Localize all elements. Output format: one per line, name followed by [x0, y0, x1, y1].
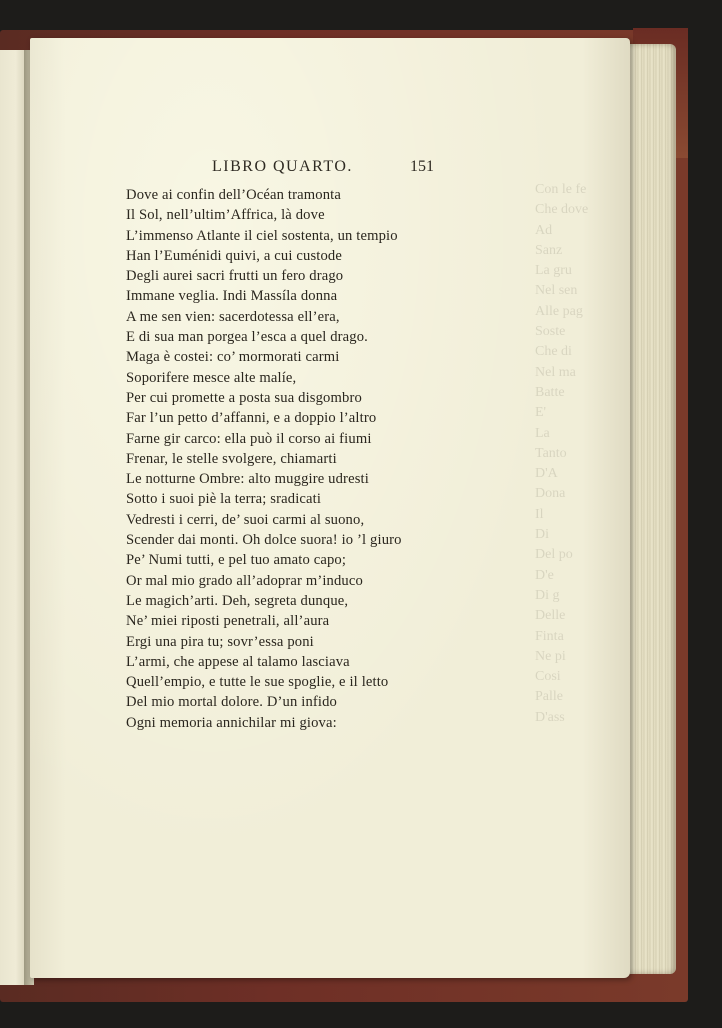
verse-line: Han l’Euménidi quivi, a cui custode — [126, 247, 342, 264]
left-page-edge — [0, 50, 26, 985]
verse-line: Farne gir carco: ella può il corso ai fiumi — [126, 430, 372, 447]
page-number: 151 — [410, 158, 434, 175]
verse-line: E di sua man porgea l’esca a quel drago. — [126, 329, 368, 346]
verse-line: L’armi, che appese al talamo lasciava — [126, 653, 350, 670]
verse-line: Soporifere mesce alte malíe, — [126, 369, 297, 386]
verse-line: Maga è costei: co’ mormorati carmi — [126, 349, 340, 366]
verse-line: Scender dai monti. Oh dolce suora! io ’l giuro — [126, 532, 402, 549]
verse-line: Immane veglia. Indi Massíla donna — [126, 288, 338, 305]
verse-text — [126, 185, 526, 733]
running-head — [0, 158, 722, 180]
verse-line: Le magich’arti. Deh, segreta dunque, — [126, 592, 349, 609]
verse-line: Pe’ Numi tutti, e pel tuo amato capo; — [126, 552, 347, 569]
verse-line: Le notturne Ombre: alto muggire udresti — [126, 471, 369, 488]
verse-line: Far l’un petto d’affanni, e a doppio l’altro — [126, 410, 377, 427]
verse-line: Ne’ miei riposti penetrali, all’aura — [126, 613, 330, 630]
verse-line: Sotto i suoi piè la terra; sradicati — [126, 491, 322, 508]
verse-line: Per cui promette a posta sua disgombro — [126, 389, 362, 406]
verse-line: Or mal mio grado all’adoprar m’induco — [126, 572, 363, 589]
verse-line: A me sen vien: sacerdotessa ell’era, — [126, 308, 340, 325]
verse-line: Quell’empio, e tutte le sue spoglie, e il letto — [126, 674, 389, 691]
verse-line: Vedresti i cerri, de’ suoi carmi al suono, — [126, 511, 365, 528]
show-through-text: Con le fe Che dove Ad Sanz La gru Nel sen Alle pag Soste Che di Nel ma Batte E' La Tanto D'A Dona Il Di Del po D'e Di g Delle Finta Ne pi Cosi Palle D'ass — [535, 182, 589, 725]
verse-line: Ergi una pira tu; sovr’essa poni — [126, 633, 314, 650]
verse-line: Dove ai confin dell’Océan tramonta — [126, 187, 341, 203]
verse-line: Ogni memoria annichilar mi giova: — [126, 714, 337, 731]
verse-line: Degli aurei sacri frutti un fero drago — [126, 268, 344, 285]
verse-line: Il Sol, nell’ultim’Affrica, là dove — [126, 207, 325, 224]
running-head-title: LIBRO QUARTO. — [212, 158, 353, 175]
verse-line: Frenar, le stelle svolgere, chiamarti — [126, 450, 337, 467]
verse-line: Del mio mortal dolore. D’un infido — [126, 694, 337, 711]
verse-line: L’immenso Atlante il ciel sostenta, un tempio — [126, 227, 398, 244]
